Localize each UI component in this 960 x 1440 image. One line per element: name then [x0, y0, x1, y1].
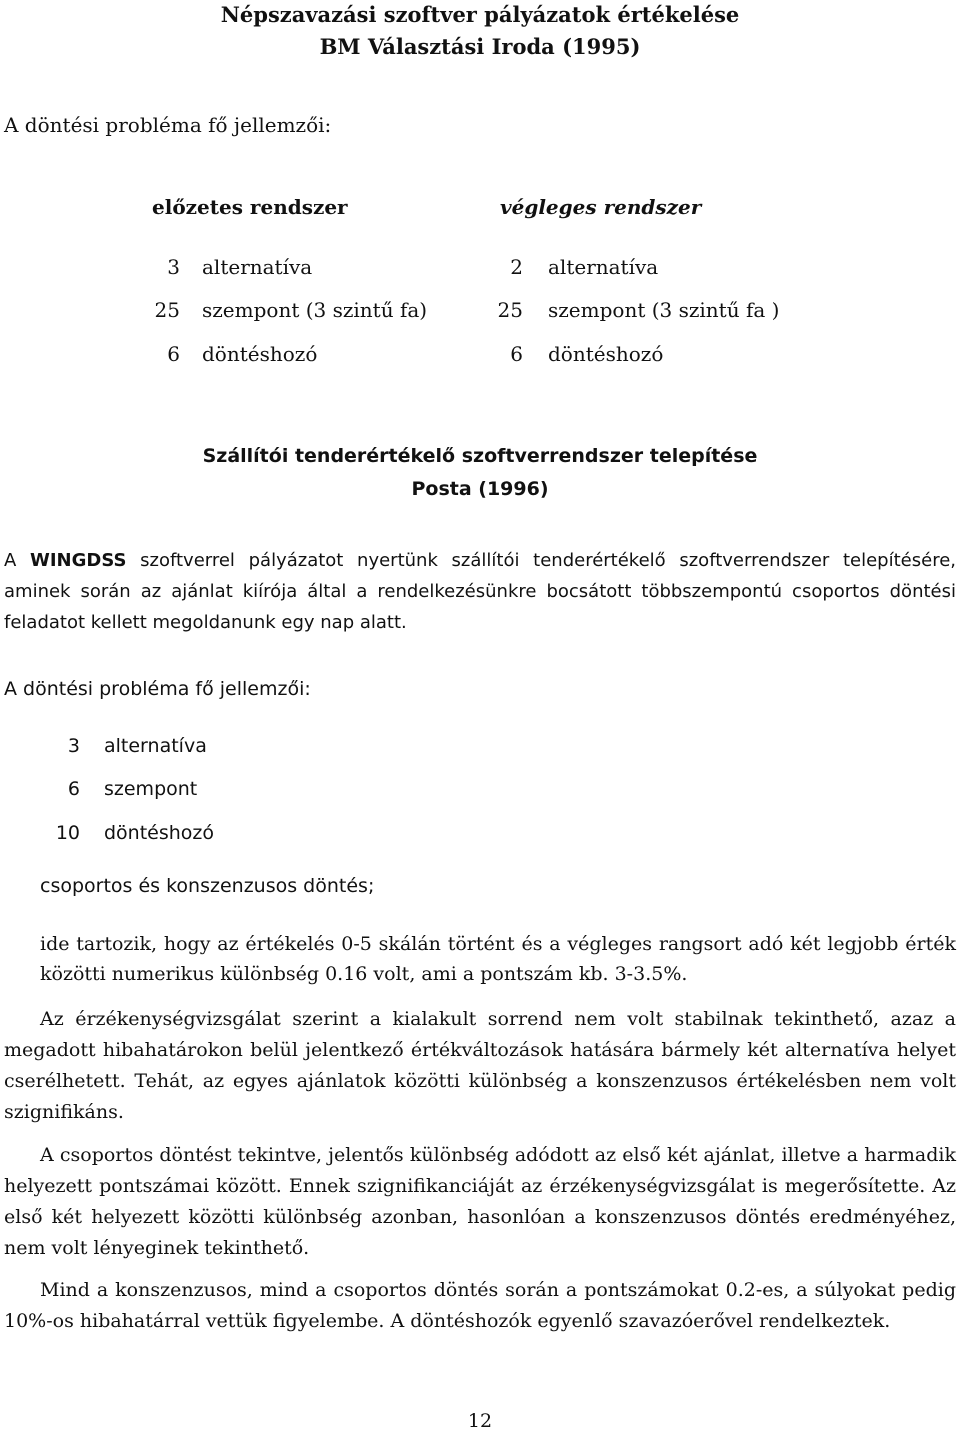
sensitivity-paragraph: Az érzékenységvizsgálat szerint a kialakult sorrend nem volt stabilnak tekinthető, azaz a megadott hibahatárokon belül jelentkező értékváltozások hatására bármely két alternatíva helyet cserélhetett. Tehát, az egyes ajánlatok közötti különbség a konszenzusos értékelésben nem volt szignifikáns. [4, 1008, 956, 1123]
document-title: Népszavazási szoftver pályázatok értékelése [220, 2, 740, 27]
prelim-row-text: alternatíva [202, 255, 313, 279]
final-row-num: 2 [510, 255, 523, 279]
group-decision-paragraph: A csoportos döntést tekintve, jelentős különbség adódott az első két ajánlat, illetve a harmadik helyezett pontszámai között. Ennek szignifikanciáját az érzékenységvizsgálat is megerősítette. Az első két helyezett közötti különbség azonban, hasonlóan a konszenzusos döntés eredményéhez, nem volt lényeginek tekinthető. [4, 1144, 956, 1259]
page-number: 12 [467, 1410, 493, 1432]
decision-type: csoportos és konszenzusos döntés; [40, 875, 375, 897]
prelim-row-text: döntéshozó [202, 342, 318, 366]
intro-text: szoftverrel pályázatot nyertünk szállítói tenderértékelő szoftverrendszer telepítésére, aminek során az ajánlat kiírója által a rendelkezésünkre bocsátott többszempontú csoportos döntési feladatot kellett megoldanunk egy nap alatt. [4, 550, 956, 633]
s2-row-text: döntéshozó [104, 822, 215, 844]
final-row-text: szempont (3 szintű fa ) [548, 298, 780, 322]
final-row-num: 6 [510, 342, 523, 366]
intro-prefix: A [4, 550, 30, 571]
s2-row-text: szempont [104, 778, 198, 800]
document-subtitle: BM Választási Iroda (1995) [319, 34, 641, 59]
prelim-row-text: szempont (3 szintű fa) [202, 298, 428, 322]
error-margin-paragraph: Mind a konszenzusos, mind a csoportos döntés során a pontszámokat 0.2-es, a súlyokat pedig 10%-os hibahatárral vettük figyelembe. A döntéshozók egyenlő szavazóerővel rendelkeztek. [4, 1279, 956, 1332]
section2-heading: A döntési probléma fő jellemzői: [4, 678, 311, 700]
intro-paragraph [4, 545, 956, 638]
s2-row-num: 10 [55, 822, 80, 844]
s2-row-num: 6 [67, 778, 80, 800]
note-paragraph: ide tartozik, hogy az értékelés 0-5 skálán történt és a végleges rangsort adó két legjobb érték közötti numerikus különbség 0.16 volt, ami a pontszám kb. 3-3.5%. [40, 933, 956, 985]
section1-heading: A döntési probléma fő jellemzői: [4, 113, 332, 137]
section2-subtitle: Posta (1996) [411, 478, 549, 500]
s2-row-num: 3 [67, 735, 80, 757]
prelim-column-title: előzetes rendszer [152, 195, 348, 219]
final-row-text: döntéshozó [548, 342, 664, 366]
final-row-text: alternatíva [548, 255, 659, 279]
prelim-row-num: 25 [154, 298, 180, 322]
section2-title: Szállítói tenderértékelő szoftverrendszer telepítése [202, 445, 758, 467]
s2-row-text: alternatíva [104, 735, 207, 757]
final-column-title: végleges rendszer [500, 195, 702, 219]
prelim-row-num: 6 [167, 342, 180, 366]
wingdss-name: WINGDSS [30, 550, 127, 571]
prelim-row-num: 3 [167, 255, 180, 279]
final-row-num: 25 [497, 298, 523, 322]
